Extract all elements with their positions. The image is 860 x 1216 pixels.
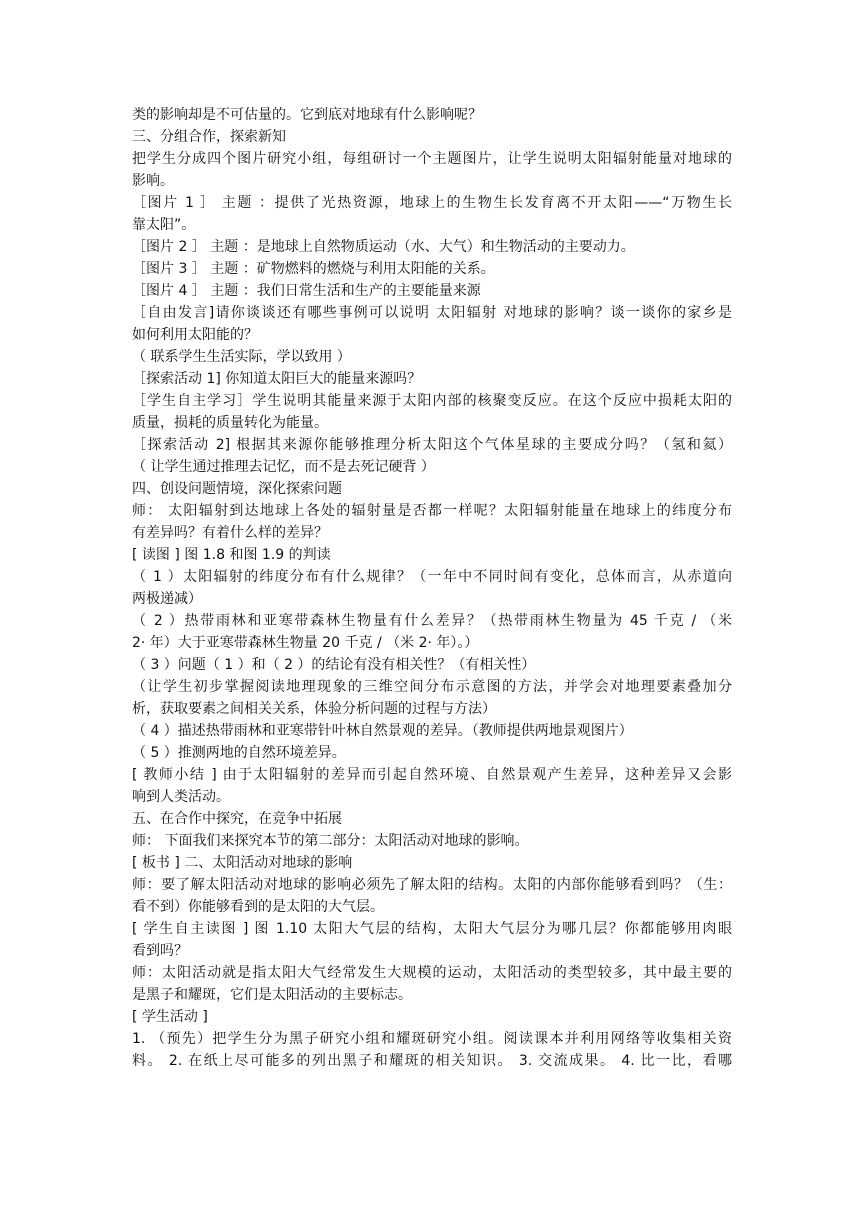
text-line: 质量，损耗的质量转化为能量。 [132, 415, 328, 431]
student-self-study: ［学生自主学习］学生说明其能量来源于太阳内部的核聚变反应。在这个反应中损耗太阳的 [132, 393, 732, 409]
free-speech-prompt: ［自由发言]请你谈谈还有哪些事例可以说明 太阳辐射 对地球的影响？谈一谈你的家乡是 [132, 305, 732, 321]
question-2: （ 2 ）热带雨林和亚寒带森林生物量有什么差异？（热带雨林生物量为 45 千克 / （米 [132, 613, 732, 629]
picture-3-theme: ［图片 3 ］ 主题 ：矿物燃料的燃烧与利用太阳能的关系。 [132, 261, 495, 277]
read-figure: [ 读图 ] 图 1.8 和图 1.9 的判读 [132, 547, 331, 563]
text-line: 师： 下面我们来探究本节的第二部分：太阳活动对地球的影响。 [132, 833, 529, 849]
text-line: 是黑子和耀斑，它们是太阳活动的主要标志。 [132, 987, 412, 1003]
picture-4-theme: ［图片 4 ］ 主题 ：我们日常生活和生产的主要能量来源 [132, 283, 481, 299]
text-line: 师：要了解太阳活动对地球的影响必须先了解太阳的结构。太阳的内部你能够看到吗？（生： [132, 877, 732, 893]
text-line: （ 让学生通过推理去记忆，而不是去死记硬背 ） [132, 459, 435, 475]
explore-activity-1: ［探索活动 1] 你知道太阳巨大的能量来源吗？ [132, 371, 422, 387]
text-line: 影响。 [132, 173, 174, 189]
question-1: （ 1 ）太阳辐射的纬度分布有什么规律？（一年中不同时间有变化，总体而言，从赤道向 [132, 569, 732, 585]
section-heading: 四、创设问题情境，深化探索问题 [132, 481, 342, 497]
board-note: [ 板书 ] 二、太阳活动对地球的影响 [132, 855, 353, 871]
text-line: 两极递减） [132, 591, 202, 607]
text-line: 看到吗？ [132, 943, 188, 959]
activity-step: 1. （预先）把学生分为黑子研究小组和耀斑研究小组。阅读课本并利用网络等收集相关资 [132, 1031, 732, 1047]
text-line: 把学生分成四个图片研究小组，每组研讨一个主题图片，让学生说明太阳辐射能量对地球的 [132, 151, 732, 167]
section-heading: 三、分组合作，探索新知 [132, 129, 286, 145]
text-line: 2· 年）大于亚寒带森林生物量 20 千克 / （米 2· 年）。） [132, 635, 479, 651]
question-4: （ 4 ）描述热带雨林和亚寒带针叶林自然景观的差异。（教师提供两地景观图片） [132, 723, 633, 739]
question-3: （ 3 ）问题（ 1 ）和（ 2 ）的结论有没有相关性？（有相关性） [132, 657, 536, 673]
student-activity: [ 学生活动 ] [132, 1009, 208, 1025]
text-line: 析，获取要素之间相关关系，体验分析问题的过程与方法） [132, 701, 496, 717]
picture-1-theme: ［图片 1 ］ 主题 ：提供了光热资源，地球上的生物生长发育离不开太阳——“万物生长 [132, 195, 732, 211]
text-line: 有差异吗？有着什么样的差异？ [132, 525, 328, 541]
text-line: 如何利用太阳能的？ [132, 327, 258, 343]
teacher-summary: [ 教师小结 ] 由于太阳辐射的差异而引起自然环境、自然景观产生差异，这种差异又会影 [132, 767, 732, 783]
text-line: 师：太阳活动就是指太阳大气经常发生大规模的运动，太阳活动的类型较多，其中最主要的 [132, 965, 732, 981]
text-line: （让学生初步掌握阅读地理现象的三维空间分布示意图的方法，并学会对地理要素叠加分 [132, 679, 732, 695]
text-line: （ 联系学生生活实际，学以致用 ） [132, 349, 351, 365]
text-line: 靠太阳”。 [132, 217, 196, 233]
question-5: （ 5 ）推测两地的自然环境差异。 [132, 745, 346, 761]
activity-step: 料。 2. 在纸上尽可能多的列出黑子和耀斑的相关知识。 3. 交流成果。 4. 比一比，看哪 [132, 1053, 732, 1069]
picture-2-theme: ［图片 2 ］ 主题 ：是地球上自然物质运动（水、大气）和生物活动的主要动力。 [132, 239, 635, 255]
text-line: 响到人类活动。 [132, 789, 230, 805]
explore-activity-2: ［探索活动 2] 根据其来源你能够推理分析太阳这个气体星球的主要成分吗？（氢和氦） [132, 437, 732, 453]
text-line: 类的影响却是不可估量的。它到底对地球有什么影响呢？ [132, 107, 482, 123]
text-line: 看不到）你能够看到的是太阳的大气层。 [132, 899, 384, 915]
student-read-figure: [ 学生自主读图 ] 图 1.10 太阳大气层的结构，太阳大气层分为哪几层？你都能够用肉眼 [132, 921, 732, 937]
document-body [132, 104, 732, 1072]
section-heading: 五、在合作中探究，在竞争中拓展 [132, 811, 342, 827]
teacher-question: 师： 太阳辐射到达地球上各处的辐射量是否都一样呢？太阳辐射能量在地球上的纬度分布 [132, 503, 732, 519]
